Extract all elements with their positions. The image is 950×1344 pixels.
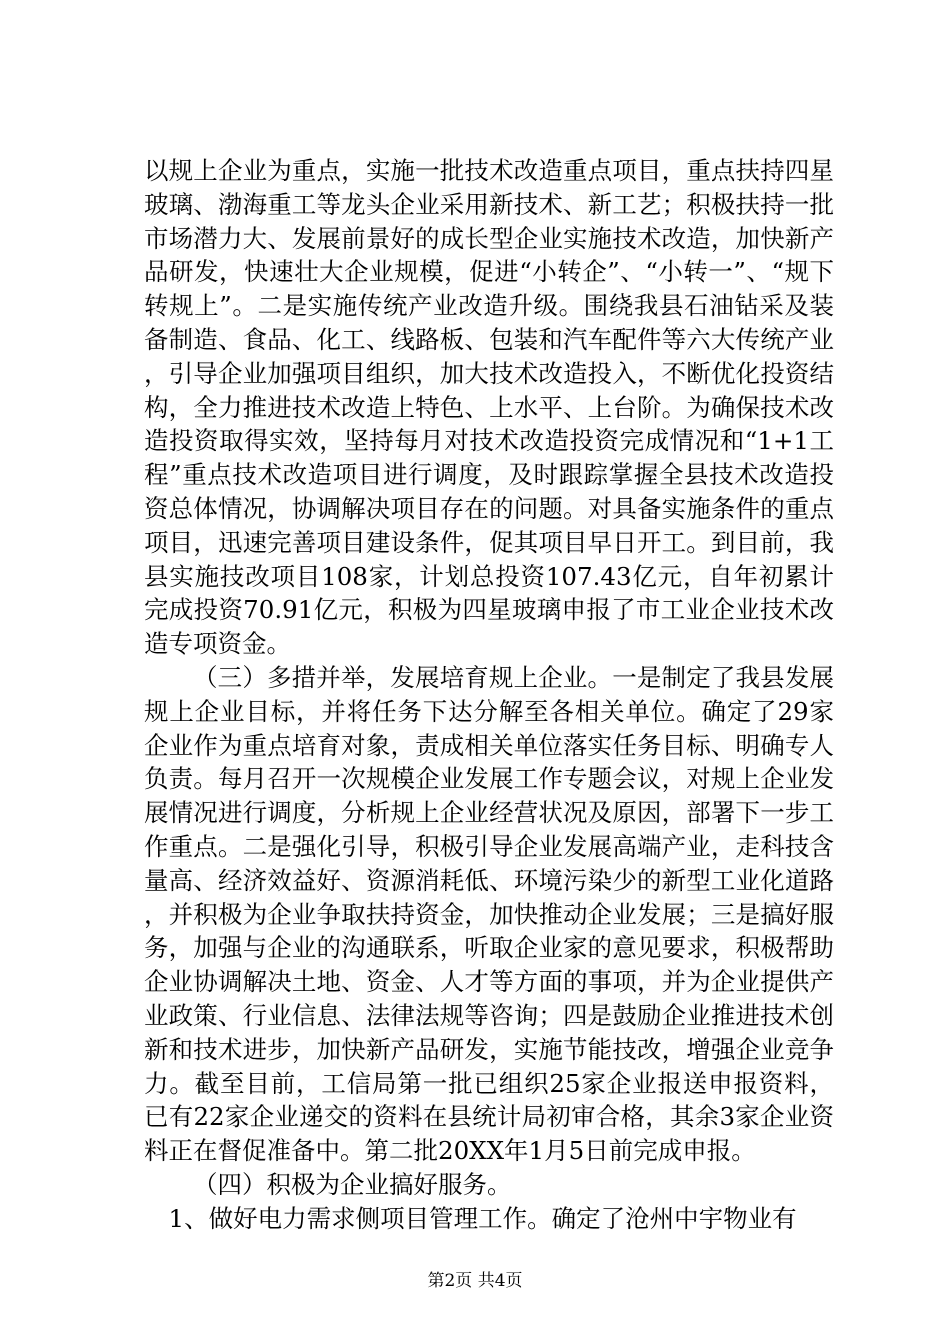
document-body	[144, 154, 834, 1236]
paragraph-section-three: （三）多措并举，发展培育规上企业。一是制定了我县发展规上企业目标，并将任务下达分解至各相关单位。确定了29家企业作为重点培育对象，责成相关单位落实任务目标、明确专人负责。每月召开一次规模企业发展工作专题会议，对规上企业发展情况进行调度，分析规上企业经营状况及原因，部署下一步工作重点。二是强化引导，积极引导企业发展高端产业，走科技含量高、经济效益好、资源消耗低、环境污染少的新型工业化道路，并积极为企业争取扶持资金，加快推动企业发展；三是搞好服务，加强与企业的沟通联系，听取企业家的意见要求，积极帮助企业协调解决土地、资金、人才等方面的事项，并为企业提供产业政策、行业信息、法律法规等咨询；四是鼓励企业推进技术创新和技术进步，加快新产品研发，实施节能技改，增强企业竞争力。截至目前，工信局第一批已组织25家企业报送申报资料，已有22家企业递交的资料在县统计局初审合格，其余3家企业资料正在督促准备中。第二批20XX年1月5日前完成申报。	[144, 662, 834, 1166]
paragraph-item-one: 1、做好电力需求侧项目管理工作。确定了沧州中宇物业有	[168, 1203, 797, 1233]
paragraph-section-four-heading: （四）积极为企业搞好服务。	[193, 1169, 512, 1199]
page-footer: 第2页 共4页	[427, 1271, 523, 1291]
paragraph-tech-renovation: 以规上企业为重点，实施一批技术改造重点项目，重点扶持四星玻璃、渤海重工等龙头企业采用新技术、新工艺；积极扶持一批市场潜力大、发展前景好的成长型企业实施技术改造，加快新产品研发，快速壮大企业规模，促进“小转企”、“小转一”、“规下转规上”。二是实施传统产业改造升级。围绕我县石油钻采及装备制造、食品、化工、线路板、包装和汽车配件等六大传统产业，引导企业加强项目组织，加大技术改造投入，不断优化投资结构，全力推进技术改造上特色、上水平、上台阶。为确保技术改造投资取得实效，坚持每月对技术改造投资完成情况和“1+1工程”重点技术改造项目进行调度，及时跟踪掌握全县技术改造投资总体情况，协调解决项目存在的问题。对具备实施条件的重点项目，迅速完善项目建设条件，促其项目早日开工。到目前，我县实施技改项目108家，计划总投资107.43亿元，自年初累计完成投资70.91亿元，积极为四星玻璃申报了市工业企业技术改造专项资金。	[144, 156, 834, 659]
